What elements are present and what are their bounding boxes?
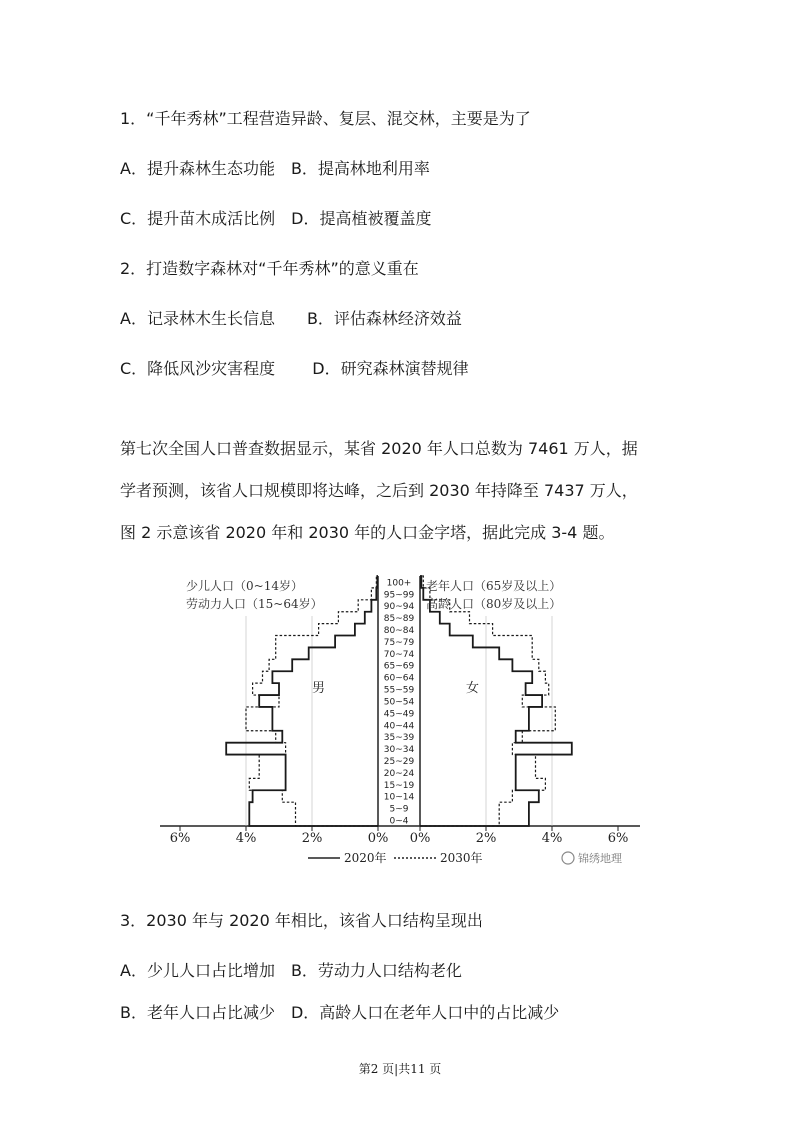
bar-female-2020-15~19 — [420, 778, 516, 790]
age-label: 25~29 — [383, 756, 415, 767]
bar-male-2030-25~29 — [259, 755, 378, 767]
tick-left-0: 0% — [367, 831, 389, 846]
bar-male-2020-70~74 — [309, 647, 378, 659]
q2-options-cd: C．降低风沙灾害程度 D．研究森林演替规律 — [120, 359, 469, 378]
bar-male-2020-80~84 — [355, 624, 378, 636]
bar-female-2020-80~84 — [420, 624, 450, 636]
bar-male-2020-5~9 — [249, 802, 378, 814]
bar-female-2020-10~14 — [420, 790, 539, 802]
bar-male-2020-45~49 — [272, 707, 378, 719]
bar-male-2030-10~14 — [282, 790, 378, 802]
bar-male-2020-55~59 — [279, 683, 378, 695]
age-label: 35~39 — [383, 733, 415, 744]
series-male-2020 — [226, 576, 378, 826]
q3-stem: 3．2030 年与 2020 年相比，该省人口结构呈现出 — [120, 911, 483, 930]
bar-female-2030-35~39 — [420, 731, 522, 743]
age-label: 20~24 — [383, 768, 415, 779]
bar-female-2030-25~29 — [420, 755, 536, 767]
bar-male-2030-20~24 — [259, 766, 378, 778]
bar-male-2020-35~39 — [282, 731, 378, 743]
bar-female-2020-50~54 — [420, 695, 542, 707]
legend-2020: 2020年 — [344, 851, 387, 865]
bar-female-2020-25~29 — [420, 755, 516, 767]
age-label: 60~64 — [383, 673, 415, 684]
bar-female-2030-55~59 — [420, 683, 549, 695]
bar-male-2030-70~74 — [276, 647, 378, 659]
legend-elderly: 老年人口（65岁及以上） — [426, 579, 562, 593]
age-label: 90~94 — [383, 602, 415, 613]
bar-male-2020-85~89 — [365, 612, 378, 624]
bar-female-2020-35~39 — [420, 731, 516, 743]
bar-male-2020-15~19 — [286, 778, 378, 790]
tick-left-2: 2% — [301, 831, 323, 846]
age-label: 95~99 — [383, 590, 415, 601]
bar-female-2030-80~84 — [420, 624, 493, 636]
page-footer: 第2 页|共11 页 — [358, 1062, 442, 1076]
bar-male-2030-5~9 — [296, 802, 379, 814]
bar-female-2030-5~9 — [420, 802, 499, 814]
q1-stem: 1．“千年秀林”工程营造异龄、复层、混交林，主要是为了 — [120, 109, 531, 128]
series-legend — [308, 850, 483, 865]
tick-right-6: 6% — [607, 831, 629, 846]
bar-female-2020-20~24 — [420, 766, 516, 778]
series-female-2020 — [420, 576, 572, 826]
age-label: 50~54 — [383, 697, 415, 708]
tick-left-4: 4% — [235, 831, 257, 846]
bar-female-2030-75~79 — [420, 636, 532, 648]
q2-stem: 2．打造数字森林对“千年秀林”的意义重在 — [120, 259, 419, 278]
q1-options-ab: A．提升森林生态功能 B．提高林地利用率 — [120, 159, 430, 178]
bar-male-2030-15~19 — [249, 778, 378, 790]
bar-male-2020-40~44 — [272, 719, 378, 731]
q3-options-cd: B．老年人口占比减少 D．高龄人口在老年人口中的占比减少 — [120, 1003, 560, 1022]
watermark-text: 锦绣地理 — [578, 852, 622, 865]
bar-female-2020-85~89 — [420, 612, 440, 624]
age-label: 30~34 — [383, 745, 415, 756]
tick-right-4: 4% — [541, 831, 563, 846]
material-line-2: 学者预测，该省人口规模即将达峰，之后到 2030 年持降至 7437 万人， — [120, 481, 638, 500]
female-label: 女 — [466, 681, 480, 696]
q3-options-ab: A．少儿人口占比增加 B．劳动力人口结构老化 — [120, 961, 462, 980]
bar-male-2020-75~79 — [335, 636, 378, 648]
bar-male-2030-90~94 — [358, 600, 378, 612]
bar-female-2030-15~19 — [420, 778, 545, 790]
legend-labor: 劳动力人口（15~64岁） — [186, 597, 323, 611]
bar-male-2020-90~94 — [371, 600, 378, 612]
age-label: 55~59 — [383, 685, 415, 696]
population-pyramid-chart — [160, 568, 640, 878]
bar-female-2030-10~14 — [420, 790, 512, 802]
bar-female-2030-0~4 — [420, 814, 499, 826]
bar-male-2020-50~54 — [259, 695, 378, 707]
bar-female-2030-45~49 — [420, 707, 555, 719]
bar-female-2020-0~4 — [420, 814, 529, 826]
bar-female-2020-5~9 — [420, 802, 529, 814]
bar-female-2020-45~49 — [420, 707, 529, 719]
age-label: 80~84 — [383, 626, 415, 637]
bar-male-2020-60~64 — [272, 671, 378, 683]
bar-female-2020-30~34 — [420, 743, 572, 755]
bar-male-2030-50~54 — [279, 695, 378, 707]
age-label: 75~79 — [383, 637, 415, 648]
age-label: 65~69 — [383, 661, 415, 672]
bar-male-2030-35~39 — [276, 731, 378, 743]
age-label: 85~89 — [383, 614, 415, 625]
bar-female-2020-65~69 — [420, 659, 512, 671]
chart-labels — [384, 578, 415, 826]
bar-male-2030-75~79 — [276, 636, 378, 648]
q2-options-ab: A．记录林木生长信息 B．评估森林经济效益 — [120, 309, 462, 328]
bar-male-2030-30~34 — [286, 743, 378, 755]
bar-female-2020-70~74 — [420, 647, 499, 659]
age-label: 70~74 — [383, 649, 415, 660]
tick-labels-right — [410, 831, 629, 846]
material-line-1: 第七次全国人口普查数据显示，某省 2020 年人口总数为 7461 万人，据 — [120, 439, 638, 458]
watermark-icon — [562, 852, 574, 864]
tick-right-2: 2% — [475, 831, 497, 846]
bar-male-2020-25~29 — [286, 755, 378, 767]
bar-female-2020-75~79 — [420, 636, 473, 648]
male-label: 男 — [312, 681, 326, 696]
bar-female-2030-40~44 — [420, 719, 555, 731]
age-label: 15~19 — [383, 780, 415, 791]
bar-female-2030-30~34 — [420, 743, 512, 755]
bar-male-2020-20~24 — [286, 766, 378, 778]
bar-female-2030-20~24 — [420, 766, 536, 778]
age-label: 40~44 — [383, 721, 415, 732]
legend-2030: 2030年 — [440, 851, 483, 865]
bar-female-2030-70~74 — [420, 647, 532, 659]
bar-female-2030-60~64 — [420, 671, 545, 683]
bar-male-2020-10~14 — [253, 790, 378, 802]
watermark — [562, 851, 622, 865]
age-label: 10~14 — [383, 792, 415, 803]
tick-right-0: 0% — [409, 831, 431, 846]
legend-children: 少儿人口（0~14岁） — [186, 579, 303, 593]
legend-oldest-old: 高龄人口（80岁及以上） — [426, 597, 562, 611]
bar-male-2020-0~4 — [249, 814, 378, 826]
pyramid-svg — [160, 568, 640, 878]
bar-male-2030-80~84 — [319, 624, 378, 636]
q1-options-cd: C．提升苗木成活比例 D．提高植被覆盖度 — [120, 209, 432, 228]
age-label: 45~49 — [383, 709, 415, 720]
bar-male-2020-30~34 — [226, 743, 378, 755]
age-label: 100+ — [386, 578, 412, 589]
bar-female-2020-40~44 — [420, 719, 529, 731]
age-label: 5~9 — [389, 804, 409, 815]
bar-female-2030-85~89 — [420, 612, 470, 624]
bar-female-2030-65~69 — [420, 659, 539, 671]
tick-left-6: 6% — [169, 831, 191, 846]
bar-male-2030-65~69 — [269, 659, 378, 671]
material-line-3: 图 2 示意该省 2020 年和 2030 年的人口金字塔，据此完成 3-4 题。 — [120, 523, 615, 542]
bar-male-2030-85~89 — [338, 612, 378, 624]
bar-female-2030-50~54 — [420, 695, 522, 707]
tick-labels-left — [170, 831, 389, 846]
bar-male-2020-65~69 — [292, 659, 378, 671]
bar-male-2030-0~4 — [296, 814, 379, 826]
age-label: 0~4 — [389, 816, 409, 827]
